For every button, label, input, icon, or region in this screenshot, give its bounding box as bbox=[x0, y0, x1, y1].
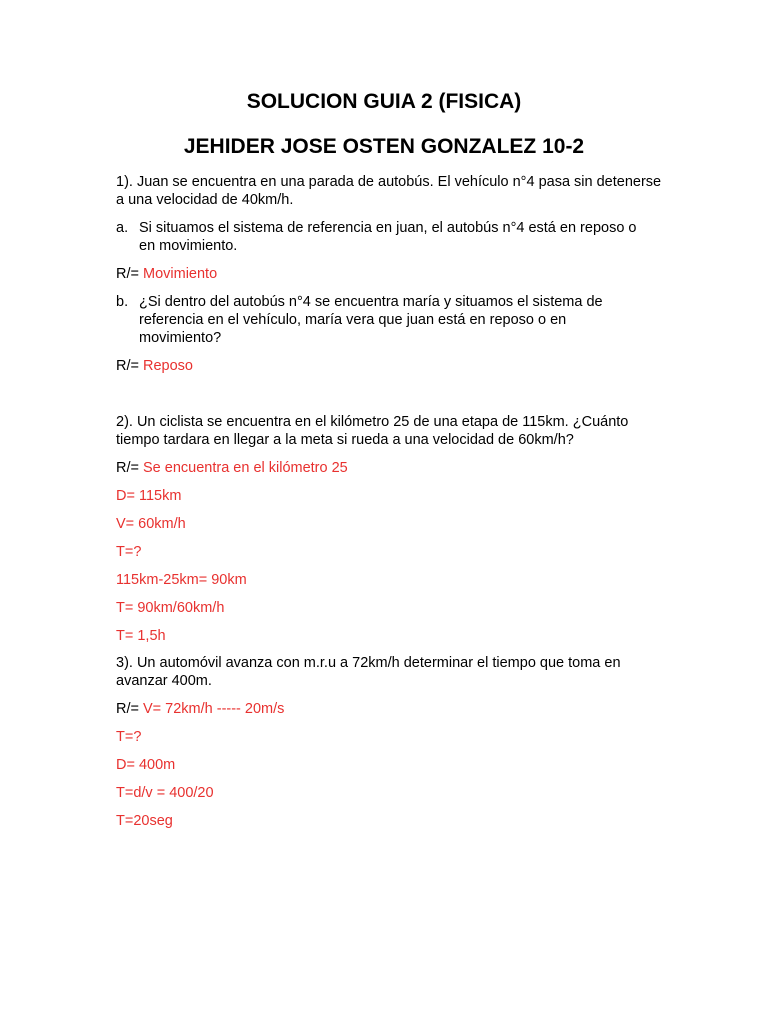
q1-a-line-2: en movimiento. bbox=[139, 238, 238, 254]
author-heading: JEHIDER JOSE OSTEN GONZALEZ 10-2 bbox=[183, 135, 585, 158]
q1-b-prefix: R/= bbox=[116, 358, 139, 374]
q2-statement-line-1: 2). Un ciclista se encuentra en el kilómetro 25 de una etapa de 115km. ¿Cuánto bbox=[116, 414, 629, 430]
q2-step: 115km-25km= 90km bbox=[116, 572, 247, 588]
q1-statement-line-2: a una velocidad de 40km/h. bbox=[116, 192, 294, 208]
q3-step: T=? bbox=[116, 729, 142, 745]
q1-b-marker: b. bbox=[116, 294, 129, 310]
q3-step: D= 400m bbox=[116, 757, 176, 773]
q3-response bbox=[116, 700, 284, 718]
q1-a-marker: a. bbox=[116, 220, 129, 236]
q1-statement-line-1: 1). Juan se encuentra en una parada de autobús. El vehículo n°4 pasa sin detenerse bbox=[116, 174, 662, 190]
q1-b-line-1: ¿Si dentro del autobús n°4 se encuentra maría y situamos el sistema de bbox=[139, 294, 603, 310]
q3-step: T=d/v = 400/20 bbox=[116, 785, 214, 801]
q3-statement-line-1: 3). Un automóvil avanza con m.r.u a 72km/h determinar el tiempo que toma en bbox=[116, 655, 621, 671]
q2-response bbox=[116, 459, 348, 477]
q2-statement-line-2: tiempo tardara en llegar a la meta si rueda a una velocidad de 60km/h? bbox=[116, 432, 574, 448]
q2-answer: Se encuentra en el kilómetro 25 bbox=[143, 460, 348, 476]
q1-b-line-2: referencia en el vehículo, maría vera que juan está en reposo o en bbox=[139, 312, 567, 328]
q1-b-line-3: movimiento? bbox=[139, 330, 222, 346]
q1-b-response bbox=[116, 357, 193, 375]
q2-step: V= 60km/h bbox=[116, 516, 186, 532]
q1-a-answer: Movimiento bbox=[143, 266, 218, 282]
q2-prefix: R/= bbox=[116, 460, 139, 476]
q3-step: T=20seg bbox=[116, 813, 173, 829]
document-title: SOLUCION GUIA 2 (FISICA) bbox=[246, 90, 522, 113]
q2-step: D= 115km bbox=[116, 488, 182, 504]
q1-a-line-1: Si situamos el sistema de referencia en juan, el autobús n°4 está en reposo o bbox=[139, 220, 637, 236]
q2-step: T= 1,5h bbox=[116, 628, 166, 644]
q1-a-prefix: R/= bbox=[116, 266, 139, 282]
q2-step: T= 90km/60km/h bbox=[116, 600, 225, 616]
q1-b-answer: Reposo bbox=[143, 358, 193, 374]
q1-a-response bbox=[116, 265, 217, 283]
q3-answer: V= 72km/h ----- 20m/s bbox=[143, 701, 285, 717]
q3-statement-line-2: avanzar 400m. bbox=[116, 673, 212, 689]
q3-prefix: R/= bbox=[116, 701, 139, 717]
q2-step: T=? bbox=[116, 544, 142, 560]
